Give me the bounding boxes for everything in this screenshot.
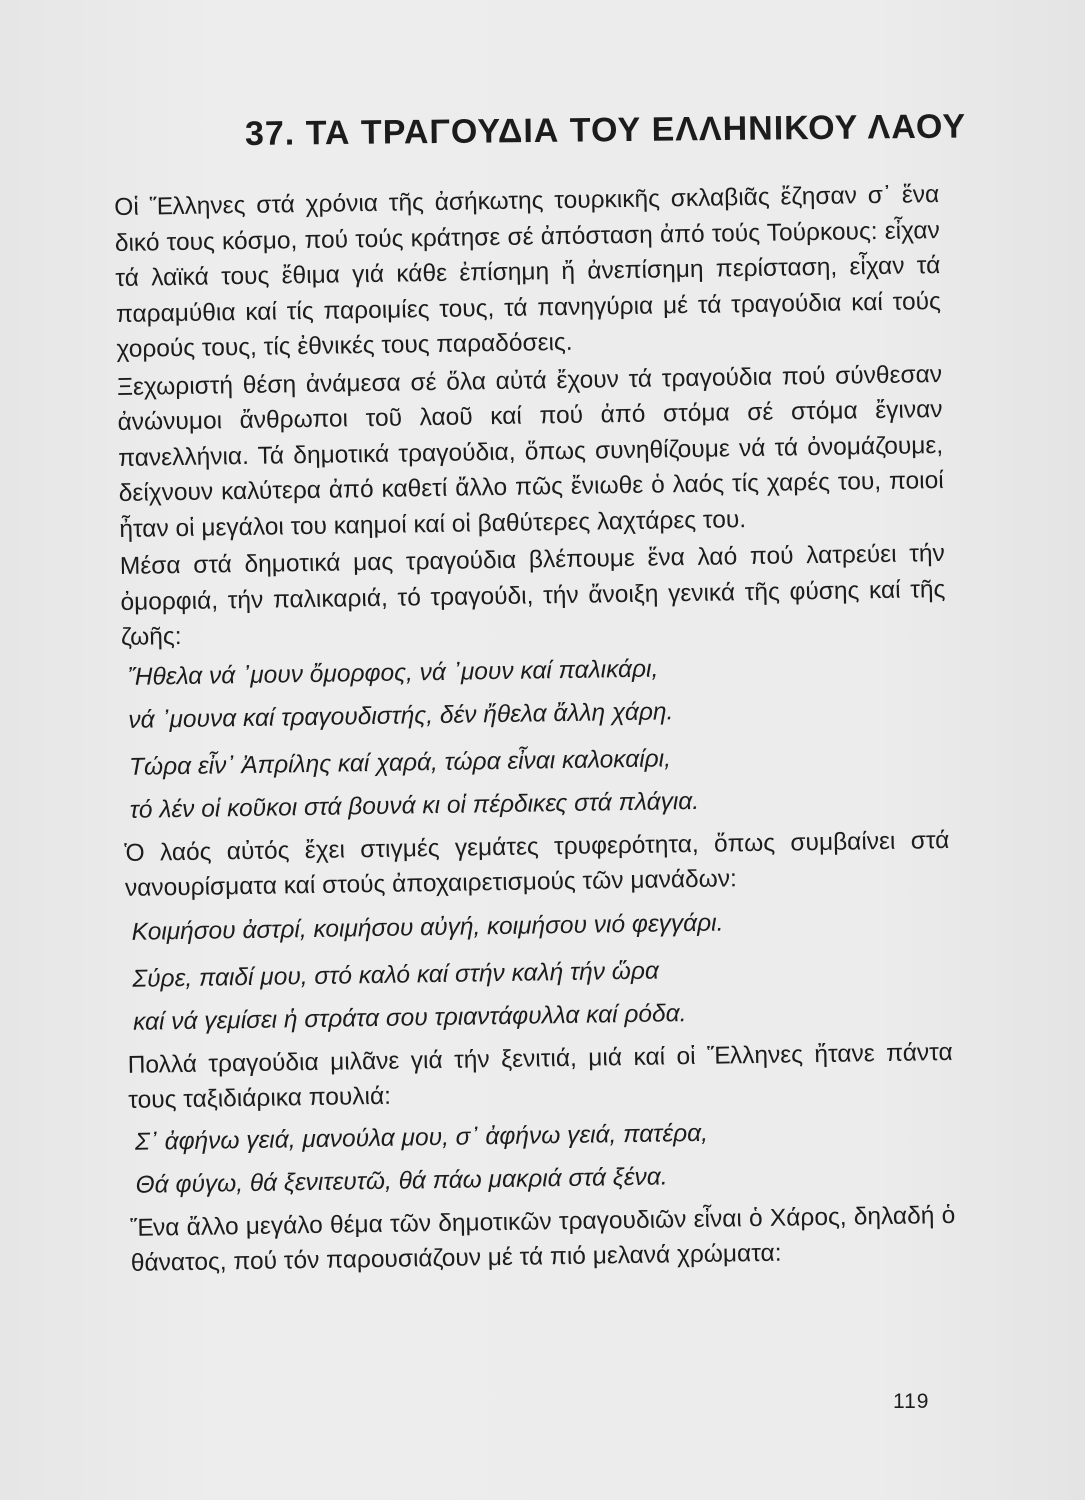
paragraph-5: Πολλά τραγούδια μιλᾶνε γιά τήν ξενιτιά, μιά καί οἱ Ἕλληνες ἤτανε πάντα τους ταξιδιάρικα πουλιά: (127, 1038, 953, 1114)
paragraph-4: Ὁ λαός αὐτός ἔχει στιγμές γεμάτες τρυφερότητα, ὅπως συμβαίνει στά νανουρίσματα καί στούς ἀποχαιρετισμούς τῶν μανάδων: (124, 826, 950, 902)
verse-stanza-2 (123, 732, 949, 831)
chapter-body (114, 177, 956, 1281)
paragraph-2: Ξεχωριστή θέση ἀνάμεσα σέ ὅλα αὐτά ἔχουν τά τραγούδια πού σύνθεσαν ἀνώνυμοι ἄνθρωποι τοῦ λαοῦ καί πού ἀπό στόμα σέ στόμα ἔγιναν πανελλήνια. Τά δημοτικά τραγούδια, ὅπως συνηθίζουμε νά τά ὀνομάζουμε, δείχνουν καλύτερα ἀπό καθετί ἄλλο πῶς ἔνιωθε ὁ λαός τίς χαρές του, ποιοί ἦταν οἱ μεγάλοι του καημοί καί οἱ βαθύτερες λαχτάρες του. (116, 360, 944, 543)
paragraph-6: Ἕνα ἄλλο μεγάλο θέμα τῶν δημοτικῶν τραγουδιῶν εἶναι ὁ Χάρος, δηλαδή ὁ θάνατος, πού τόν παρουσιάζουν μέ τά πιό μελανά χρώματα: (130, 1201, 956, 1277)
verse-stanza-5 (129, 1107, 955, 1206)
verse-line: Τώρα εἶν᾽ Ἀπρίλης καί χαρά, τώρα εἶναι καλοκαίρι, (128, 744, 672, 781)
page-number: 119 (893, 1390, 930, 1413)
paragraph-1: Οἱ Ἕλληνες στά χρόνια τῆς ἀσήκωτης τουρκικῆς σκλαβιᾶς ἔζησαν σ᾽ ἕνα δικό τους κόσμο, πού τούς κράτησε σέ ἀπόσταση ἀπό τούς Τούρκους: εἶχαν τά λαϊκά τους ἔθιμα γιά κάθε ἐπίσημη ἤ ἀνεπίσημη περίσταση, εἶχαν τά παραμύθια καί τίς παροιμίες τους, τά πανηγύρια μέ τά τραγούδια καί τούς χορούς τους, τίς ἐθνικές τους παραδόσεις. (114, 181, 942, 363)
verse-line: Σύρε, παιδί μου, στό καλό καί στήν καλή τήν ὥρα (132, 957, 660, 993)
chapter-title: 37. ΤΑ ΤΡΑΓΟΥΔΙΑ ΤΟΥ ΕΛΛΗΝΙΚΟΥ ΛΑΟΥ (244, 107, 967, 153)
verse-line: Θά φύγω, θά ξενιτευτῶ, θά πάω μακριά στά ξένα. (135, 1162, 668, 1199)
verse-line: τό λέν οἱ κοῦκοι στά βουνά κι οἱ πέρδικες στά πλάγια. (129, 787, 700, 824)
verse-line: νά ᾽μουνα καί τραγουδιστής, δέν ἤθελα ἄλλη χάρη. (128, 697, 674, 734)
verse-line: Κοιμήσου ἀστρί, κοιμήσου αὐγή, κοιμήσου νιό φεγγάρι. (131, 909, 724, 946)
verse-line: Σ᾽ ἀφήνω γειά, μανούλα μου, σ᾽ ἀφήνω γειά, πατέρα, (134, 1119, 709, 1156)
verse-stanza-3 (125, 897, 951, 953)
paragraph-3: Μέσα στά δημοτικά μας τραγούδια βλέπουμε ἕνα λαό πού λατρεύει τήν ὀμορφιά, τήν παλικαριά, τό τραγούδι, τήν ἄνοιξη γενικά τῆς φύσης καί τῆς ζωῆς: (119, 539, 946, 651)
verse-line: καί νά γεμίσει ἡ στράτα σου τριαντάφυλλα καί ρόδα. (132, 999, 687, 1036)
verse-line: Ἤθελα νά ᾽μουν ὄμορφος, νά ᾽μουν καί παλικάρι, (127, 655, 659, 691)
verse-stanza-4 (126, 944, 952, 1043)
verse-stanza-1 (121, 642, 947, 741)
